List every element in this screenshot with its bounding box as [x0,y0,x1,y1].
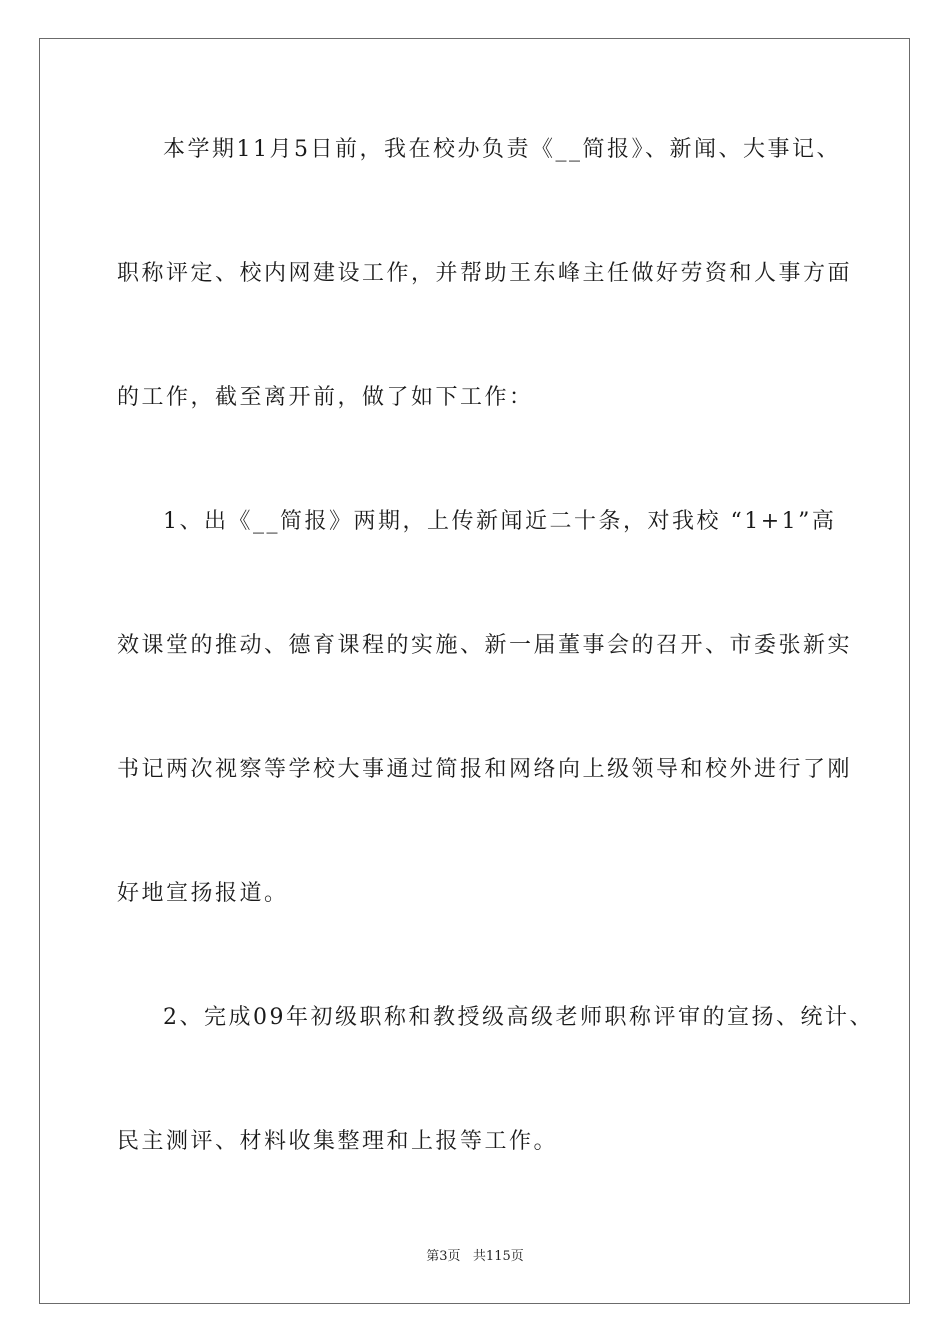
page-total: 共115页 [472,1249,524,1264]
page-border [39,38,910,1304]
page-number: 第3页 [426,1249,461,1264]
paragraph-3-line-2: 民主测评、材料收集整理和上报等工作。 [117,1129,559,1154]
paragraph-2-line-4: 好地宣扬报道。 [117,881,289,906]
paragraph-1-line-3: 的工作，截至离开前，做了如下工作： [117,385,534,410]
paragraph-2-line-2: 效课堂的推动、德育课程的实施、新一届董事会的召开、市委张新实 [117,633,853,658]
paragraph-3-line-1: 2、完成09年初级职称和教授级高级老师职称评审的宣扬、统计、 [163,1005,874,1030]
page-footer [0,1249,950,1265]
paragraph-2-line-1: 1、出《__简报》两期，上传新闻近二十条，对我校 “1+1”高 [163,509,837,534]
paragraph-1-line-2: 职称评定、校内网建设工作，并帮助王东峰主任做好劳资和人事方面 [117,261,853,286]
paragraph-1-line-1: 本学期11月5日前，我在校办负责《__简报》、新闻、大事记、 [163,137,841,162]
paragraph-2-line-3: 书记两次视察等学校大事通过简报和网络向上级领导和校外进行了刚 [117,757,853,782]
